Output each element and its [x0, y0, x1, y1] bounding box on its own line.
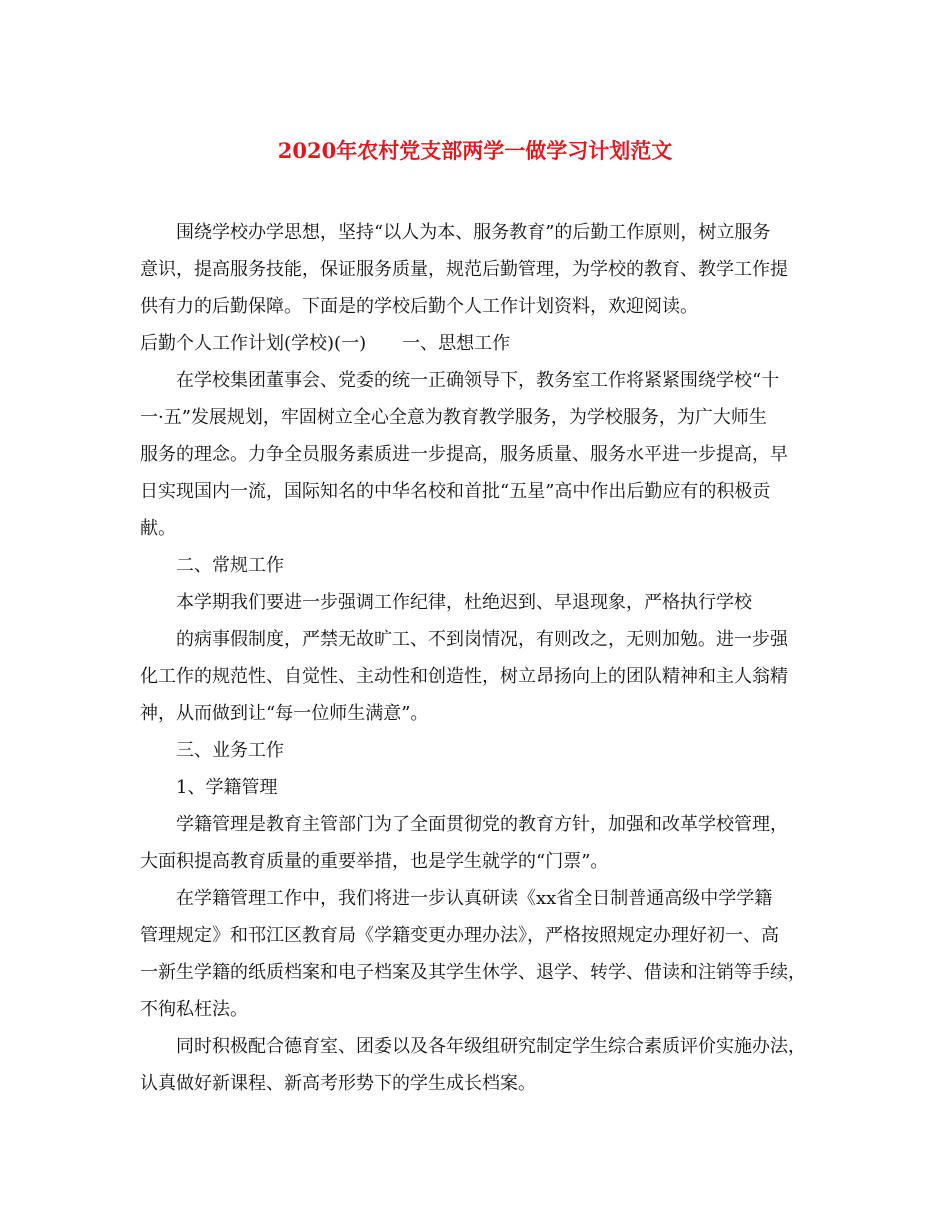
- section-heading: 二、常规工作: [176, 555, 284, 576]
- text-line: 服务的理念。力争全员服务素质进一步提高，服务质量、服务水平进一步提高，早: [140, 444, 788, 465]
- text-line: 化工作的规范性、自觉性、主动性和创造性，树立昂扬向上的团队精神和主人翁精: [140, 666, 788, 687]
- text-line: 在学籍管理工作中，我们将进一步认真研读《xx省全日制普通高级中学学籍: [176, 888, 773, 909]
- text-line: 神，从而做到让“每一位师生满意”。: [140, 703, 429, 724]
- text-line: 本学期我们要进一步强调工作纪律，杜绝迟到、早退现象，严格执行学校: [176, 592, 752, 613]
- text-line: 献。: [140, 518, 176, 539]
- text-line: 意识，提高服务技能，保证服务质量，规范后勤管理，为学校的教育、教学工作提: [140, 259, 788, 280]
- text-line: 后勤个人工作计划(学校)(一) 一、思想工作: [140, 333, 511, 354]
- text-line: 一·五”发展规划，牢固树立全心全意为教育教学服务，为学校服务，为广大师生: [140, 407, 767, 428]
- text-line: 一新生学籍的纸质档案和电子档案及其学生休学、退学、转学、借读和注销等手续，: [140, 962, 806, 983]
- document-title: 2020年农村党支部两学一做学习计划范文: [277, 138, 673, 163]
- text-line: 认真做好新课程、新高考形势下的学生成长档案。: [140, 1073, 536, 1094]
- text-line: 不徇私枉法。: [140, 999, 248, 1020]
- text-line: 供有力的后勤保障。下面是的学校后勤个人工作计划资料，欢迎阅读。: [140, 296, 698, 317]
- subsection-heading: 1、学籍管理: [176, 777, 278, 798]
- text-line: 学籍管理是教育主管部门为了全面贯彻党的教育方针，加强和改革学校管理，: [176, 814, 788, 835]
- text-line: 的病事假制度，严禁无故旷工、不到岗情况，有则改之，无则加勉。进一步强: [176, 629, 788, 650]
- section-heading: 三、业务工作: [176, 740, 284, 761]
- text-line: 大面积提高教育质量的重要举措，也是学生就学的“门票”。: [140, 851, 609, 872]
- text-line: 在学校集团董事会、党委的统一正确领导下，教务室工作将紧紧围绕学校“十: [176, 370, 780, 391]
- text-line: 围绕学校办学思想，坚持“以人为本、服务教育”的后勤工作原则，树立服务: [176, 222, 771, 243]
- text-line: 日实现国内一流，国际知名的中华名校和首批“五星”高中作出后勤应有的积极贡: [140, 481, 771, 502]
- text-line: 管理规定》和邗江区教育局《学籍变更办理办法》，严格按照规定办理好初一、高: [140, 925, 779, 946]
- text-line: 同时积极配合德育室、团委以及各年级组研究制定学生综合素质评价实施办法，: [176, 1036, 806, 1057]
